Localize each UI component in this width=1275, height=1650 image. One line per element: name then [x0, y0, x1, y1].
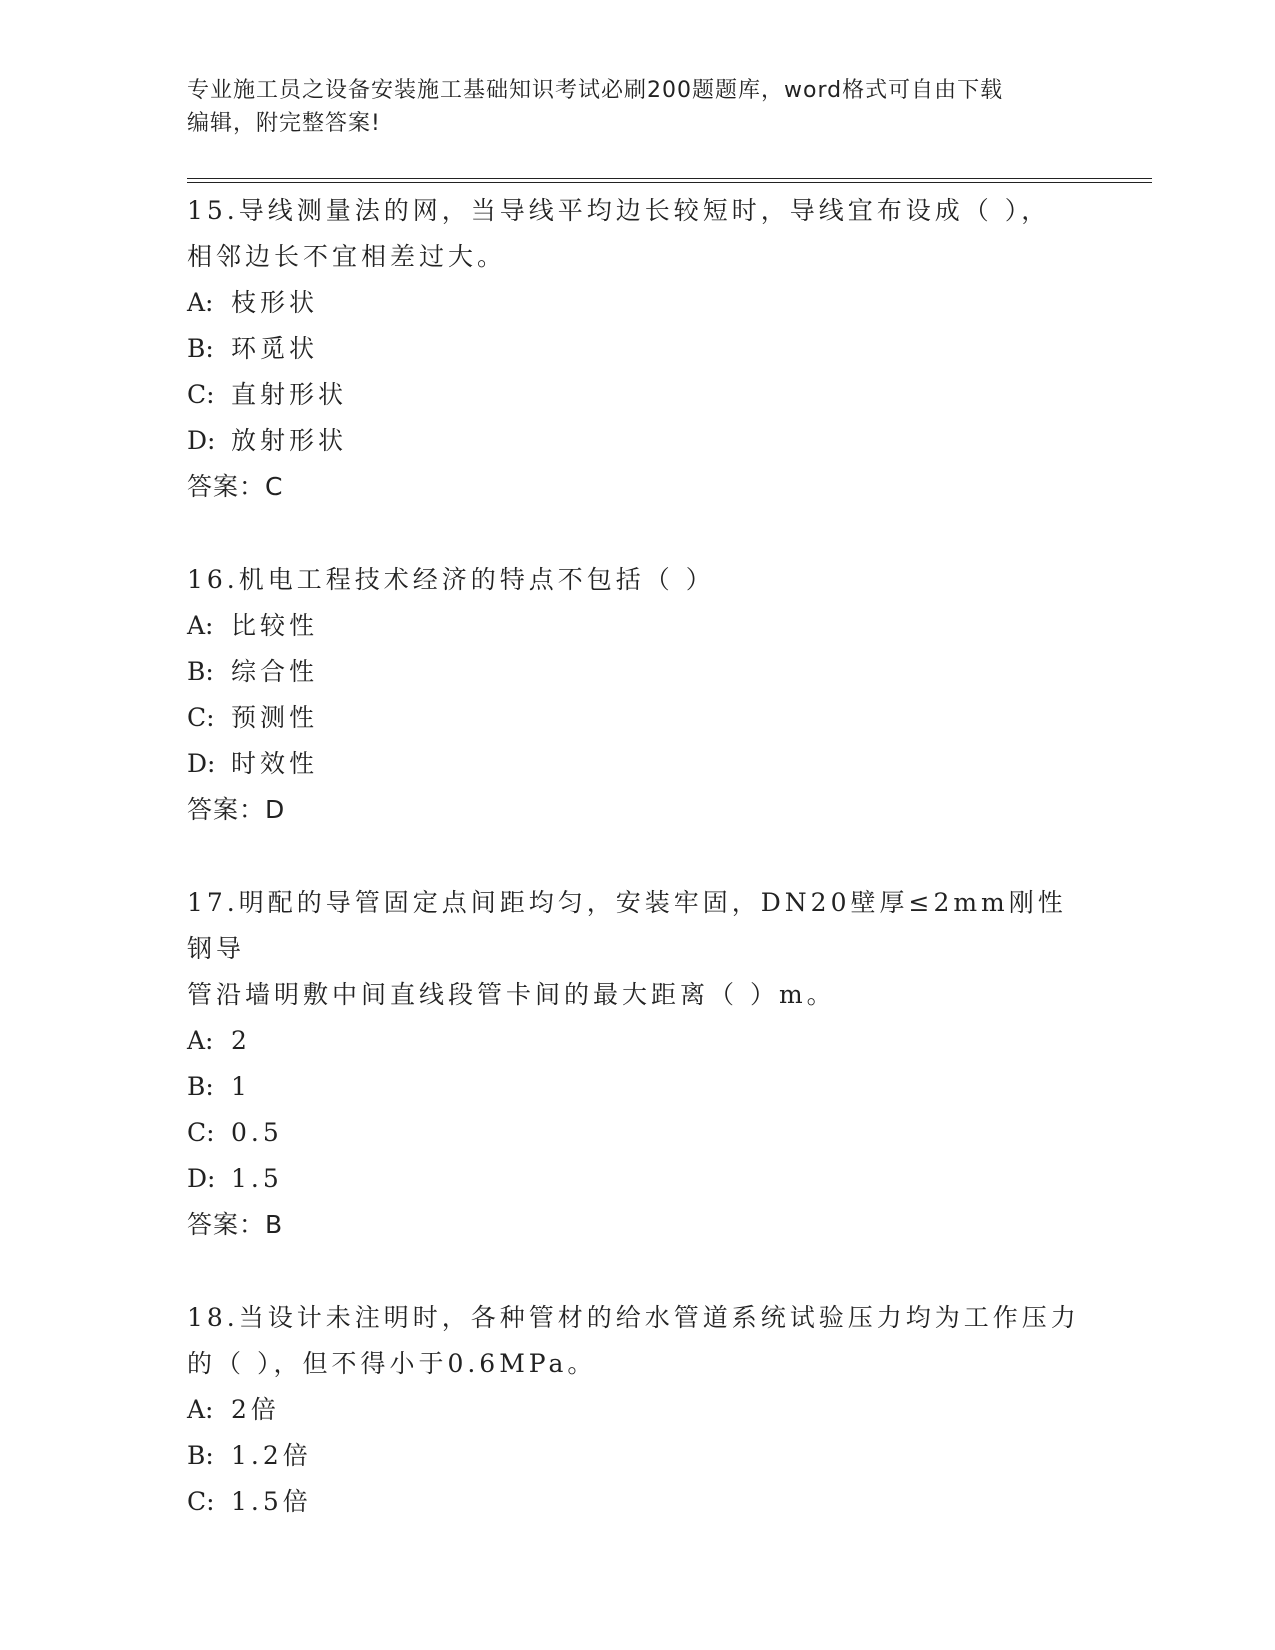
option-c [187, 1479, 1087, 1525]
question-stem-line-2: 管沿墙明敷中间直线段管卡间的最大距离（ ）m。 [187, 980, 836, 1009]
answer-line: 答案：C [187, 472, 284, 501]
header-line-1: 专业施工员之设备安装施工基础知识考试必刷200题题库，word格式可自由下载 [187, 78, 1004, 103]
header-divider [187, 178, 1152, 183]
option-text: 枝形状 [231, 288, 319, 317]
option-a [187, 1387, 1087, 1433]
option-text: 时效性 [231, 749, 319, 778]
option-a [187, 603, 1087, 649]
option-letter: A: [187, 1026, 214, 1055]
option-text: 1.5 [231, 1164, 283, 1193]
question-stem-line-2: 的（ ），但不得小于0.6MPa。 [187, 1349, 597, 1378]
question-15 [187, 188, 1087, 510]
option-b [187, 649, 1087, 695]
question-17 [187, 880, 1087, 1248]
option-text: 1 [231, 1072, 251, 1101]
option-text: 预测性 [231, 703, 319, 732]
option-letter: C: [187, 703, 215, 732]
question-stem-line-1: 15.导线测量法的网，当导线平均边长较短时，导线宜布设成（ ）， [187, 196, 1051, 225]
option-text: 1.2倍 [231, 1441, 312, 1470]
option-letter: A: [187, 288, 214, 317]
answer-line: 答案：B [187, 1210, 284, 1239]
question-stem-line-1: 16.机电工程技术经济的特点不包括（ ） [187, 565, 715, 594]
option-b [187, 326, 1087, 372]
option-letter: B: [187, 657, 214, 686]
option-letter: D: [187, 749, 216, 778]
option-letter: A: [187, 1395, 214, 1424]
answer-line: 答案：D [187, 795, 286, 824]
question-16 [187, 557, 1087, 833]
option-text: 0.5 [231, 1118, 283, 1147]
option-text: 2倍 [231, 1395, 280, 1424]
option-c [187, 695, 1087, 741]
header-line-2: 编辑，附完整答案! [187, 111, 381, 136]
option-b [187, 1064, 1087, 1110]
option-letter: C: [187, 380, 215, 409]
option-letter: B: [187, 1441, 214, 1470]
option-text: 放射形状 [231, 426, 348, 455]
option-text: 1.5倍 [231, 1487, 312, 1516]
option-a [187, 1018, 1087, 1064]
question-stem-line-1: 18.当设计未注明时，各种管材的给水管道系统试验压力均为工作压力 [187, 1303, 1080, 1332]
option-d [187, 1156, 1087, 1202]
option-text: 直射形状 [231, 380, 348, 409]
option-letter: B: [187, 1072, 214, 1101]
question-stem-line-1: 17.明配的导管固定点间距均匀，安装牢固，DN20壁厚≤2mm刚性钢导 [187, 888, 1067, 963]
option-letter: C: [187, 1118, 215, 1147]
option-c [187, 1110, 1087, 1156]
question-list [187, 188, 1087, 1572]
option-text: 比较性 [231, 611, 319, 640]
option-text: 环觅状 [231, 334, 319, 363]
question-18 [187, 1295, 1087, 1525]
option-a [187, 280, 1087, 326]
option-c [187, 372, 1087, 418]
option-text: 综合性 [231, 657, 319, 686]
option-d [187, 418, 1087, 464]
option-letter: D: [187, 1164, 216, 1193]
document-page [187, 0, 1152, 1650]
option-letter: C: [187, 1487, 215, 1516]
question-stem-line-2: 相邻边长不宜相差过大。 [187, 242, 507, 271]
option-letter: A: [187, 611, 214, 640]
option-b [187, 1433, 1087, 1479]
option-text: 2 [231, 1026, 251, 1055]
option-letter: D: [187, 426, 216, 455]
option-d [187, 741, 1087, 787]
option-letter: B: [187, 334, 214, 363]
document-header [187, 74, 1067, 140]
